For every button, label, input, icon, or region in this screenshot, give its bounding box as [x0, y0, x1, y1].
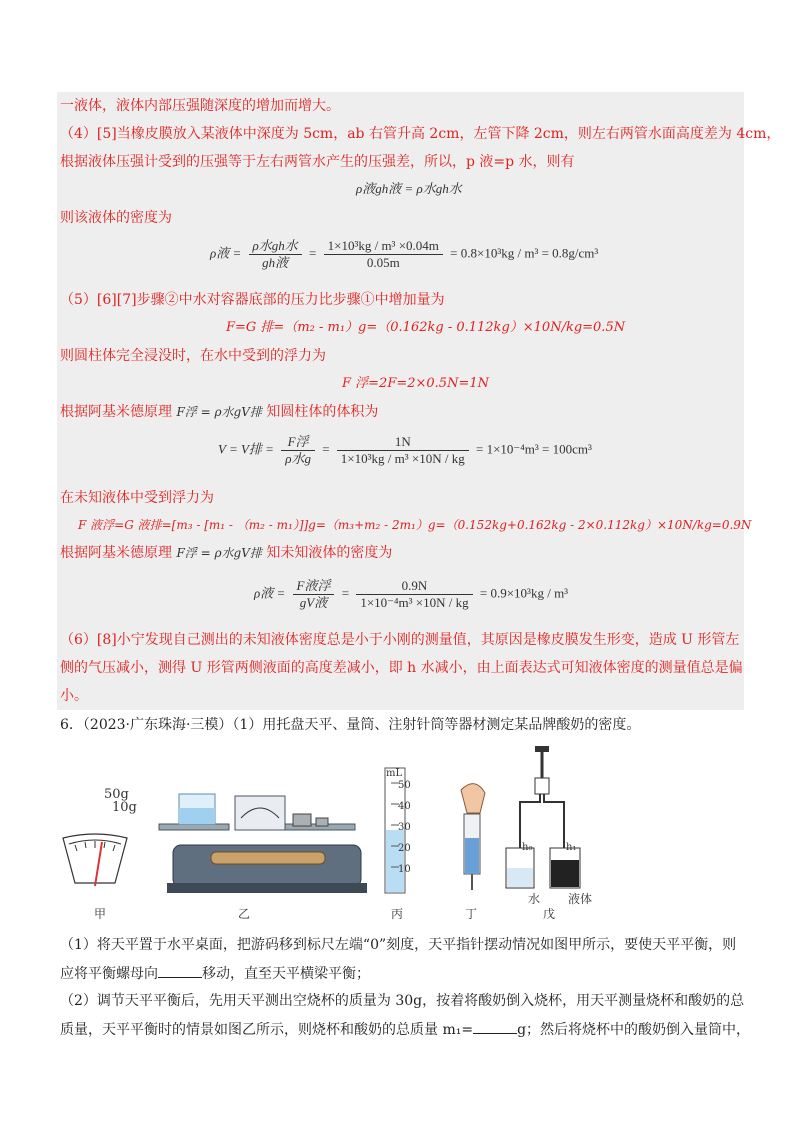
- text-archimedes: 根据阿基米德原理: [60, 404, 172, 420]
- fraction-denominator: ρ水g: [285, 451, 311, 466]
- formula-lhs: V = V排 =: [218, 441, 274, 457]
- cylinder-tick-10: 10: [398, 864, 411, 875]
- formula-rhs: = 0.8×10³kg / m³ = 0.8g/cm³: [450, 245, 599, 261]
- formula-archimedes-inline: F浮 = ρ水gV排: [176, 546, 262, 560]
- fig-label-jia: 甲: [94, 907, 107, 921]
- fraction-numerator: 1×10³kg / m³ ×0.04m: [324, 238, 443, 255]
- formula-archimedes-inline: F浮 = ρ水gV排: [176, 405, 262, 419]
- weight-label-10g: 10g: [112, 800, 137, 815]
- fraction-2: [356, 578, 472, 611]
- formula-buoyancy: F 浮=2F=2×0.5N=1N: [342, 376, 489, 391]
- syringe-figure: [461, 784, 485, 890]
- formula-lhs: ρ液 =: [210, 245, 242, 261]
- formula-pressure-increase: F=G 排=（m₂ - m₁）g=（0.162kg - 0.112kg）×10N/kg=0.5N: [226, 320, 626, 335]
- beaker-label-liquid: 液体: [568, 892, 593, 906]
- fraction-denominator: gV液: [299, 595, 328, 610]
- formula-pressure-equal: ρ液gh液 = ρ水gh水: [356, 181, 462, 196]
- tube-label-h0: h₀: [522, 842, 533, 853]
- cylinder-tick-40: 40: [398, 801, 411, 812]
- question-1-text-before-blank: 应将平衡螺母向: [60, 966, 158, 982]
- fraction-2: [324, 238, 443, 271]
- fraction-numerator: F浮: [281, 434, 315, 451]
- scale-dial-figure: [63, 834, 127, 886]
- fraction-1: [281, 434, 315, 467]
- answer-line-1: 一液体，液体内部压强随深度的增加而增大。: [60, 98, 340, 114]
- question-2-text-after-blank: g；然后将烧杯中的酸奶倒入量筒中，: [517, 1022, 751, 1038]
- weight-label-50g: 50g: [104, 787, 129, 802]
- question-1-line-2: [60, 963, 370, 984]
- equals-sign: =: [309, 245, 317, 261]
- answer-part5-line-2: 则圆柱体完全浸没时，在水中受到的浮力为: [60, 348, 326, 364]
- formula-liquid-density: [210, 238, 598, 271]
- tube-label-h1: h₁: [566, 842, 577, 853]
- question-2-line-1: （2）调节天平平衡后，先用天平测出空烧杯的质量为 30g，按着将酸奶倒入烧杯，用天平测量烧杯和酸奶的总: [60, 993, 745, 1009]
- question-1-line-1: （1）将天平置于水平桌面，把游码移到标尺左端“0”刻度，天平指针摆动情况如图甲所示，要使天平平衡，则: [60, 937, 737, 953]
- answer-part5-line-4: 在未知液体中受到浮力为: [60, 490, 214, 506]
- answer-part4-line-1: （4）[5]当橡皮膜放入某液体中深度为 5cm，ab 右管升高 2cm，左管下降 2cm，则左右两管水面高度差为 4cm，: [60, 126, 781, 142]
- fraction-numerator: F液浮: [293, 578, 335, 595]
- fraction-denominator: gh液: [262, 255, 289, 270]
- cylinder-tick-20: 20: [398, 843, 411, 854]
- question-2-text-before-blank: 质量，天平平衡时的情景如图乙所示，则烧杯和酸奶的总质量 m₁=: [60, 1022, 474, 1038]
- fig-label-wu: 戊: [543, 907, 556, 921]
- formula-volume: [218, 434, 592, 467]
- answer-part5-line-5: [60, 543, 392, 563]
- question-2-line-2: [60, 1019, 750, 1040]
- question-1-text-after-blank: 移动，直至天平横梁平衡；: [202, 966, 370, 982]
- fraction-numerator: 1N: [337, 434, 469, 451]
- answer-blank-1[interactable]: [158, 963, 202, 978]
- fraction-denominator: 1×10⁻⁴m³ ×10N / kg: [360, 595, 469, 610]
- cylinder-tick-30: 30: [398, 822, 411, 833]
- answer-blank-2[interactable]: [473, 1019, 517, 1034]
- fig-label-ding: 丁: [465, 907, 478, 921]
- cylinder-unit-label: mL: [386, 768, 403, 779]
- fig-label-yi: 乙: [238, 907, 251, 921]
- answer-part5-line-1: （5）[6][7]步骤②中水对容器底部的压力比步骤①中增加量为: [60, 292, 445, 308]
- cylinder-tick-50: 50: [398, 780, 411, 791]
- formula-liquid-buoyancy: F 液浮=G 液排=[m₃ - [m₁ - （m₂ - m₁）]]g=（m₃+m₂ - 2m₁）g=（0.152kg+0.162kg - 2×0.112kg）×10N/kg=0.9N: [78, 518, 752, 532]
- fraction-numerator: 0.9N: [356, 578, 472, 595]
- fraction-1: [293, 578, 335, 611]
- beaker-label-water: 水: [528, 892, 541, 906]
- answer-part4-line-3: 则该液体的密度为: [60, 210, 172, 226]
- answer-part4-line-2: 根据液体压强计受到的压强等于左右两管水产生的压强差，所以，p 液=p 水，则有: [60, 154, 575, 170]
- formula-rhs: = 1×10⁻⁴m³ = 100cm³: [475, 441, 592, 457]
- text-liquid-density: 知未知液体的密度为: [266, 545, 393, 561]
- formula-lhs: ρ液 =: [254, 585, 286, 601]
- text-archimedes: 根据阿基米德原理: [60, 545, 172, 561]
- hare-apparatus-figure: [506, 746, 580, 888]
- answer-part6-line-1: （6）[8]小宁发现自己测出的未知液体密度总是小于小刚的测量值，其原因是橡皮膜发生形变，造成 U 形管左: [60, 632, 740, 648]
- answer-part6-line-3: 小。: [60, 688, 88, 704]
- formula-unknown-density: [254, 578, 568, 611]
- equals-sign: =: [341, 585, 350, 601]
- fraction-numerator: ρ水gh水: [249, 238, 302, 255]
- fraction-denominator: 1×10³kg / m³ ×10N / kg: [340, 451, 465, 466]
- formula-rhs: = 0.9×10³kg / m³: [479, 585, 569, 601]
- answer-part5-line-3: [60, 402, 378, 422]
- fraction-1: [249, 238, 302, 271]
- balance-figure: [159, 794, 367, 893]
- equals-sign: =: [322, 441, 330, 457]
- fig-label-bing: 丙: [391, 907, 404, 921]
- fraction-denominator: 0.05m: [366, 255, 400, 270]
- fraction-2: [337, 434, 469, 467]
- question-title: 6．（2023·广东珠海·三模）（1）用托盘天平、量筒、注射针筒等器材测定某品牌酸奶的密度。: [60, 717, 641, 733]
- answer-part6-line-2: 侧的气压减小，测得 U 形管两侧液面的高度差减小，即 h 水减小，由上面表达式可知液体密度的测量值总是偏: [60, 660, 743, 676]
- text-cylinder-volume: 知圆柱体的体积为: [266, 404, 379, 420]
